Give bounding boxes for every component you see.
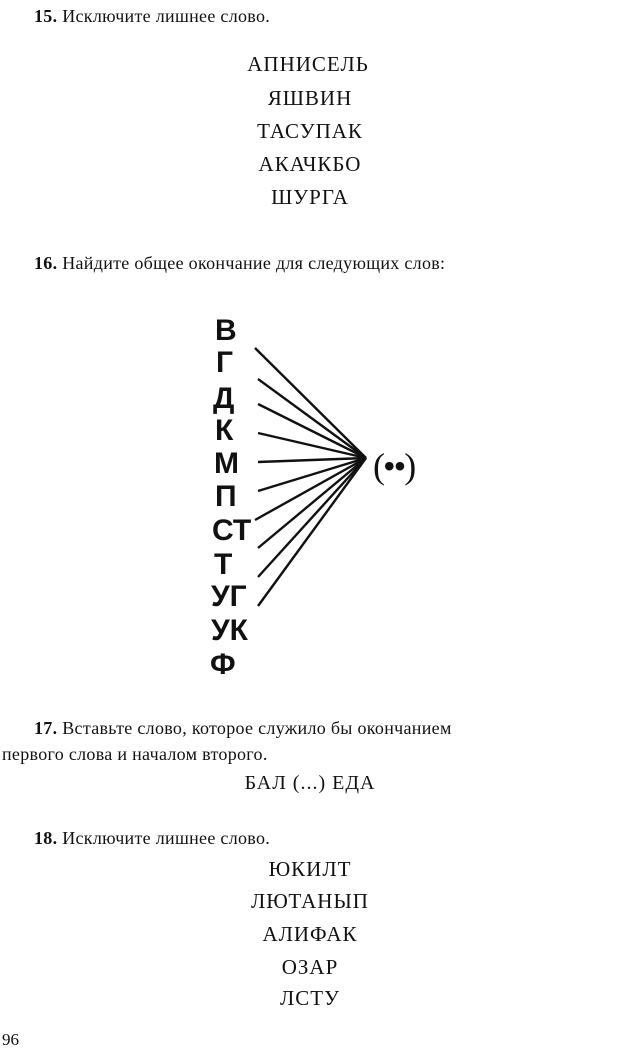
- task-18-number: 18.: [34, 828, 58, 848]
- page-number: 96: [2, 1030, 19, 1049]
- letter-d: Д: [213, 382, 235, 415]
- word-18-3: АЛИФАК: [262, 922, 358, 946]
- line-t: [255, 458, 366, 520]
- task-17-text: Вставьте слово, которое служило бы окончанием: [62, 718, 452, 738]
- task-16-text: Найдите общее окончание для следующих слов:: [62, 253, 446, 273]
- task-15-number: 15.: [34, 6, 58, 26]
- word-18-2: ЛЮТАНЫП: [251, 889, 369, 913]
- word-18-5: ЛСТУ: [280, 986, 340, 1010]
- line-p: [258, 458, 366, 462]
- word-18-4: ОЗАР: [281, 955, 339, 979]
- letter-ug: УГ: [211, 580, 247, 613]
- word-15-2: ЯШВИН: [267, 86, 353, 110]
- task-17-number: 17.: [34, 718, 58, 738]
- line-g: [255, 348, 366, 458]
- letter-v: В: [215, 314, 237, 347]
- task-16-number: 16.: [34, 253, 58, 273]
- letter-m: М: [214, 447, 239, 480]
- task-18-heading: [34, 828, 270, 849]
- line-k: [258, 404, 366, 458]
- letter-g: Г: [216, 346, 234, 379]
- word-15-5: ШУРГА: [271, 185, 349, 209]
- word-15-3: ТАСУПАК: [257, 119, 363, 143]
- task-18-text: Исключите лишнее слово.: [62, 828, 271, 848]
- letter-st: СТ: [212, 514, 252, 547]
- letter-p: П: [215, 480, 237, 513]
- task-17-line-1: [34, 718, 452, 739]
- word-18-1: ЮКИЛТ: [268, 857, 352, 881]
- task-17-puzzle: БАЛ (...) ЕДА: [244, 772, 376, 794]
- line-ug: [258, 458, 366, 548]
- letter-t: Т: [214, 548, 233, 581]
- common-ending: (••): [373, 446, 415, 486]
- letter-k: К: [215, 414, 234, 447]
- task-17-line-2: первого слова и началом второго.: [2, 744, 268, 764]
- word-15-4: АКАЧКБО: [258, 152, 362, 176]
- line-uk: [258, 458, 366, 577]
- task-15-text: Исключите лишнее слово.: [62, 6, 271, 26]
- letter-uk: УК: [211, 614, 248, 647]
- line-f: [258, 458, 366, 606]
- word-15-1: АПНИСЕЛЬ: [247, 52, 369, 76]
- letter-f: Ф: [210, 648, 236, 681]
